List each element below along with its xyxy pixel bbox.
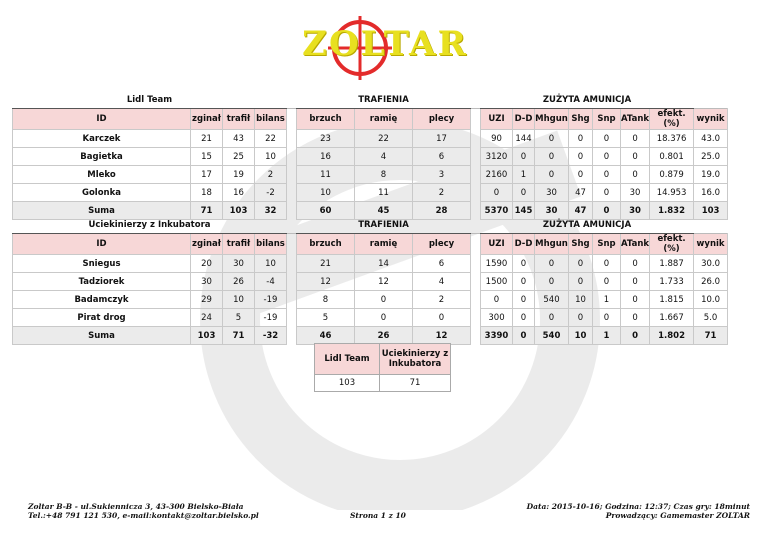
team2-header-5: ramię <box>355 234 413 255</box>
team2-table <box>12 216 728 345</box>
team2-header-12: ATank <box>621 234 650 255</box>
table-row: Badamczyk 29 10 -19 8 0 2 0 0 540 10 1 0 1.815 10.0 <box>13 291 728 309</box>
team2-header-2: trafił <box>223 234 255 255</box>
footer-address <box>28 502 259 520</box>
team1-header-13: efekt.(%) <box>650 109 694 130</box>
team1-table <box>12 91 728 220</box>
summary-table <box>314 343 451 392</box>
summary-team1-score: 103 <box>315 375 380 392</box>
team2-column-headers <box>13 234 728 255</box>
team1-amunicja-header: ZUŻYTA AMUNICJA <box>481 91 694 109</box>
team2-header-1: zginał <box>191 234 223 255</box>
team1-header-5: ramię <box>355 109 413 130</box>
footer-game-info <box>527 502 750 520</box>
team2-header-9: Mhgun <box>535 234 569 255</box>
team1-header-10: Shg <box>569 109 593 130</box>
summary-team2-name: Uciekinierzy z Inkubatora <box>380 344 451 375</box>
table-row: Tadziorek 30 26 -4 12 12 4 1500 0 0 0 0 0 1.733 26.0 <box>13 273 728 291</box>
zoltar-logo <box>300 16 470 80</box>
logo-text: ZOLTAR <box>302 24 468 64</box>
team1-header-1: zginał <box>191 109 223 130</box>
table-row: Pirat drog 24 5 -19 5 0 0 300 0 0 0 0 0 1.667 5.0 <box>13 309 728 327</box>
table-row: Bagietka 15 25 10 16 4 6 3120 0 0 0 0 0 0.801 25.0 <box>13 148 728 166</box>
team2-header-11: Snp <box>593 234 621 255</box>
team1-sum-row: Suma 71 103 32 60 45 28 5370 145 30 47 0 30 1.832 103 <box>13 202 728 220</box>
team1-header-9: Mhgun <box>535 109 569 130</box>
table-row: Sniegus 20 30 10 21 14 6 1590 0 0 0 0 0 1.887 30.0 <box>13 255 728 273</box>
team2-header-10: Shg <box>569 234 593 255</box>
team1-header-2: trafił <box>223 109 255 130</box>
team2-header-13: efekt.(%) <box>650 234 694 255</box>
team1-header-8: D-D <box>513 109 535 130</box>
team2-trafienia-header: TRAFIENIA <box>297 216 471 234</box>
team2-header-0: ID <box>13 234 191 255</box>
table-row: Mleko 17 19 2 11 8 3 2160 1 0 0 0 0 0.879 19.0 <box>13 166 728 184</box>
footer-game-date: Data: 2015-10-16; Godzina: 12:37; Czas gry: 18minut <box>526 502 750 511</box>
team1-header-3: bilans <box>255 109 287 130</box>
team2-header-7: UZI <box>481 234 513 255</box>
summary-team1-name: Lidl Team <box>315 344 380 375</box>
footer-address-line1: Zoltar B-B - ul.Sukiennicza 3, 43-300 Bielsko-Biała <box>28 502 244 511</box>
team1-header-14: wynik <box>694 109 728 130</box>
team2-sum-row: Suma 103 71 -32 46 26 12 3390 0 540 10 1 0 1.802 71 <box>13 327 728 345</box>
team1-header-6: plecy <box>413 109 471 130</box>
summary-team2-score: 71 <box>380 375 451 392</box>
footer-game-master: Prowadzący: Gamemaster ZOLTAR <box>605 511 750 520</box>
team1-header-4: brzuch <box>297 109 355 130</box>
team2-header-6: plecy <box>413 234 471 255</box>
team1-header-0: ID <box>13 109 191 130</box>
team1-header-12: ATank <box>621 109 650 130</box>
team1-name: Lidl Team <box>13 91 287 109</box>
footer-address-line2: Tel.:+48 791 121 530, e-mail:kontakt@zoltar.bielsko.pl <box>28 511 259 520</box>
team1-header-11: Snp <box>593 109 621 130</box>
footer-page-number: Strona 1 z 10 <box>350 511 406 520</box>
team2-header-14: wynik <box>694 234 728 255</box>
table-row: Golonka 18 16 -2 10 11 2 0 0 30 47 0 30 14.953 16.0 <box>13 184 728 202</box>
team2-header-4: brzuch <box>297 234 355 255</box>
team1-trafienia-header: TRAFIENIA <box>297 91 471 109</box>
team2-header-3: bilans <box>255 234 287 255</box>
team2-name: Uciekinierzy z Inkubatora <box>13 216 287 234</box>
team1-column-headers <box>13 109 728 130</box>
team2-amunicja-header: ZUŻYTA AMUNICJA <box>481 216 694 234</box>
table-row: Karczek 21 43 22 23 22 17 90 144 0 0 0 0 18.376 43.0 <box>13 130 728 148</box>
team2-header-8: D-D <box>513 234 535 255</box>
team1-header-7: UZI <box>481 109 513 130</box>
